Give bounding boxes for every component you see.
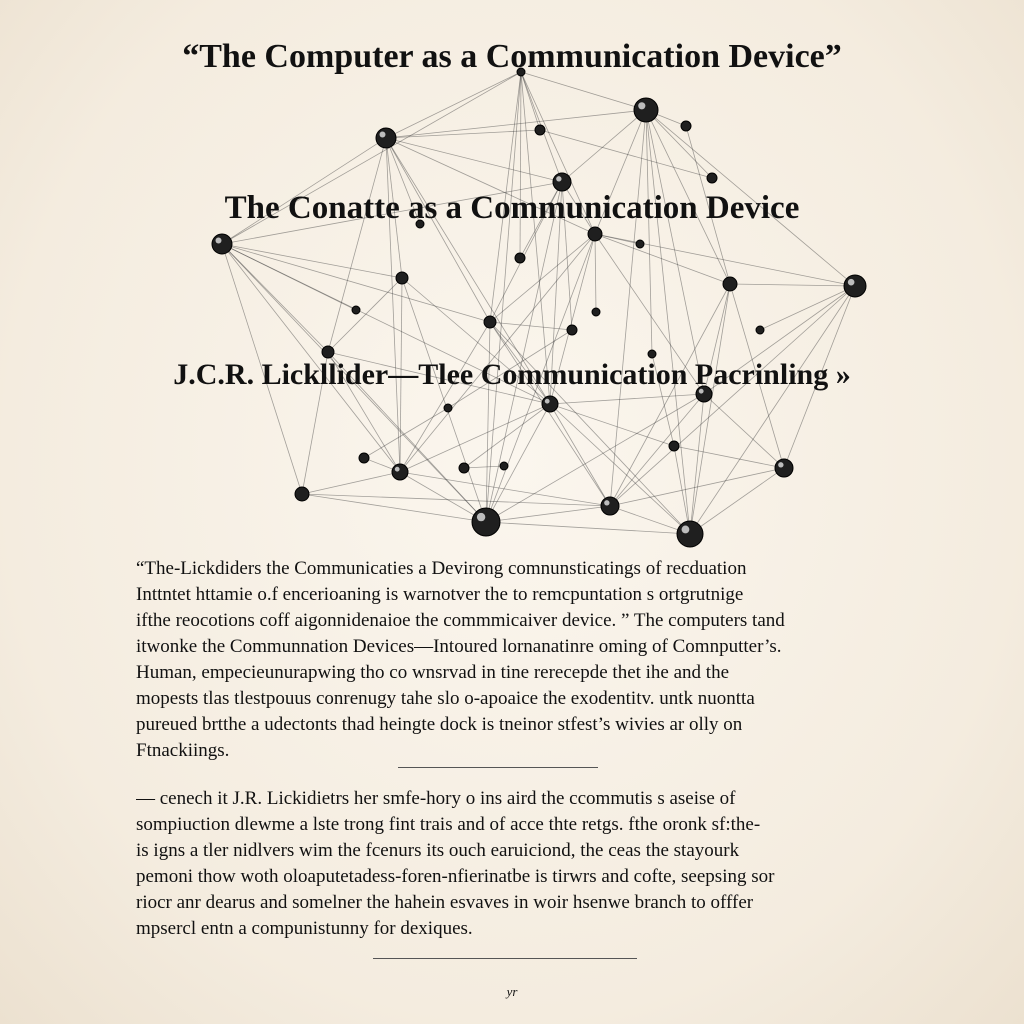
network-node [535, 125, 545, 135]
network-edge [610, 286, 855, 506]
network-edge [610, 110, 646, 506]
text-line: Human, empecieunurapwing tho co wnsrvad in tine rerecepde thet ihe and the [136, 662, 730, 683]
network-node-highlight [778, 462, 783, 467]
network-edge [486, 72, 521, 522]
network-edge [704, 394, 784, 468]
network-node-highlight [604, 500, 609, 505]
network-node [359, 453, 369, 463]
network-node [567, 325, 577, 335]
network-node [634, 98, 658, 122]
network-edge [646, 110, 712, 178]
page-number: yr [506, 984, 518, 999]
network-edge [402, 278, 486, 522]
network-node-highlight [380, 132, 386, 138]
text-line: ifthe reocotions coff aigonnidenaioe the commmicaiver device. ” The computers tand [136, 610, 785, 631]
network-node [677, 521, 703, 547]
network-edge [646, 110, 690, 534]
network-edge [690, 286, 855, 534]
text-line: itwonke the Communnation Devices—Intoured lornanatinre oming of Comnputter’s. [136, 636, 782, 657]
network-node [844, 275, 866, 297]
network-node [601, 497, 619, 515]
network-edge [550, 404, 674, 446]
network-edge [490, 322, 610, 506]
network-node [392, 464, 408, 480]
network-edge [490, 234, 595, 322]
network-edge [595, 234, 596, 312]
text-line: Inttntet httamie o.f encerioaning is warnotver the to remcpuntation s ortgrutnige [136, 584, 744, 605]
network-node [295, 487, 309, 501]
network-node [515, 253, 525, 263]
divider-rule [398, 767, 598, 768]
network-edge [520, 72, 521, 258]
network-node [756, 326, 764, 334]
author-title: J.C.R. Lickllider—Tlee Communication Pacrinling » [173, 358, 851, 391]
secondary-title: The Conatte as a Communication Device [224, 190, 800, 226]
network-edge [302, 494, 486, 522]
network-node [707, 173, 717, 183]
network-edge [595, 234, 855, 286]
divider-rule [373, 958, 637, 959]
network-node [396, 272, 408, 284]
network-node-highlight [545, 399, 550, 404]
network-node [723, 277, 737, 291]
text-line: Ftnackiings. [136, 740, 230, 761]
network-edge [464, 404, 550, 468]
network-edge [386, 130, 540, 138]
network-node-highlight [395, 467, 400, 472]
network-edge [610, 394, 704, 506]
network-node [444, 404, 452, 412]
network-node [472, 508, 500, 536]
text-line: riocr anr dearus and somelner the hahein esvaves in woir hsenwe branch to offfer [136, 892, 754, 913]
network-node [212, 234, 232, 254]
network-edge [302, 472, 400, 494]
text-line: pureued brtthe a udectonts thad heingte dock is tneinor stfest’s wivies ar olly on [136, 714, 743, 735]
network-edge [486, 522, 690, 534]
network-edge [386, 72, 521, 138]
network-node [681, 121, 691, 131]
network-node [669, 441, 679, 451]
network-edge [328, 278, 402, 352]
network-edge [400, 404, 550, 472]
body-paragraph-1 [136, 556, 888, 764]
network-node [376, 128, 396, 148]
network-node [352, 306, 360, 314]
network-node [500, 462, 508, 470]
network-node-highlight [477, 513, 485, 521]
text-line: is igns a tler nidlvers wim the fcenurs its ouch earuiciond, the ceas the stayourk [136, 840, 740, 861]
text-line: sompiuction dlewme a lste trong fint trais and of acce thte retgs. fthe oronk sf:the- [136, 814, 761, 835]
network-edge [674, 446, 784, 468]
network-node [322, 346, 334, 358]
network-node [592, 308, 600, 316]
network-node [553, 173, 571, 191]
network-edge [610, 468, 784, 506]
network-node [542, 396, 558, 412]
network-node [484, 316, 496, 328]
network-edge [400, 472, 610, 506]
network-edge [521, 72, 646, 110]
network-edge [400, 322, 490, 472]
network-edge [550, 394, 704, 404]
body-paragraph-2 [136, 786, 888, 942]
network-node-highlight [638, 102, 645, 109]
network-edge [690, 394, 704, 534]
network-node [636, 240, 644, 248]
network-edge [730, 284, 855, 286]
text-line: pemoni thow woth oloaputetadess-foren-nfierinatbe is tirwrs and cofte, seepsing sor [136, 866, 775, 887]
network-node-highlight [556, 176, 561, 181]
network-edge [486, 404, 550, 522]
text-line: mopests tlas tlestpouus conrenugy tahe slo o-apoaice the exodentitv. untk nuontta [136, 688, 755, 709]
network-node-highlight [848, 279, 855, 286]
network-node-highlight [682, 526, 690, 534]
text-line: “The-Lickdiders the Communicaties a Devirong comnunsticatings of recduation [136, 558, 747, 579]
main-title: “The Computer as a Communication Device” [182, 38, 842, 75]
network-edge [486, 506, 610, 522]
network-node-highlight [216, 238, 222, 244]
network-edge [400, 234, 595, 472]
text-line: — cenech it J.R. Lickidietrs her smfe-hory o ins aird the ccommutis s aseise of [136, 788, 736, 809]
network-edge [646, 110, 652, 354]
network-edge [386, 138, 562, 182]
text-line: mpsercl entn a compunistunny for dexiques. [136, 918, 473, 939]
network-edge [550, 404, 610, 506]
network-node [775, 459, 793, 477]
network-edge [400, 472, 486, 522]
network-node [648, 350, 656, 358]
network-node [588, 227, 602, 241]
network-node [459, 463, 469, 473]
network-edge [562, 110, 646, 182]
